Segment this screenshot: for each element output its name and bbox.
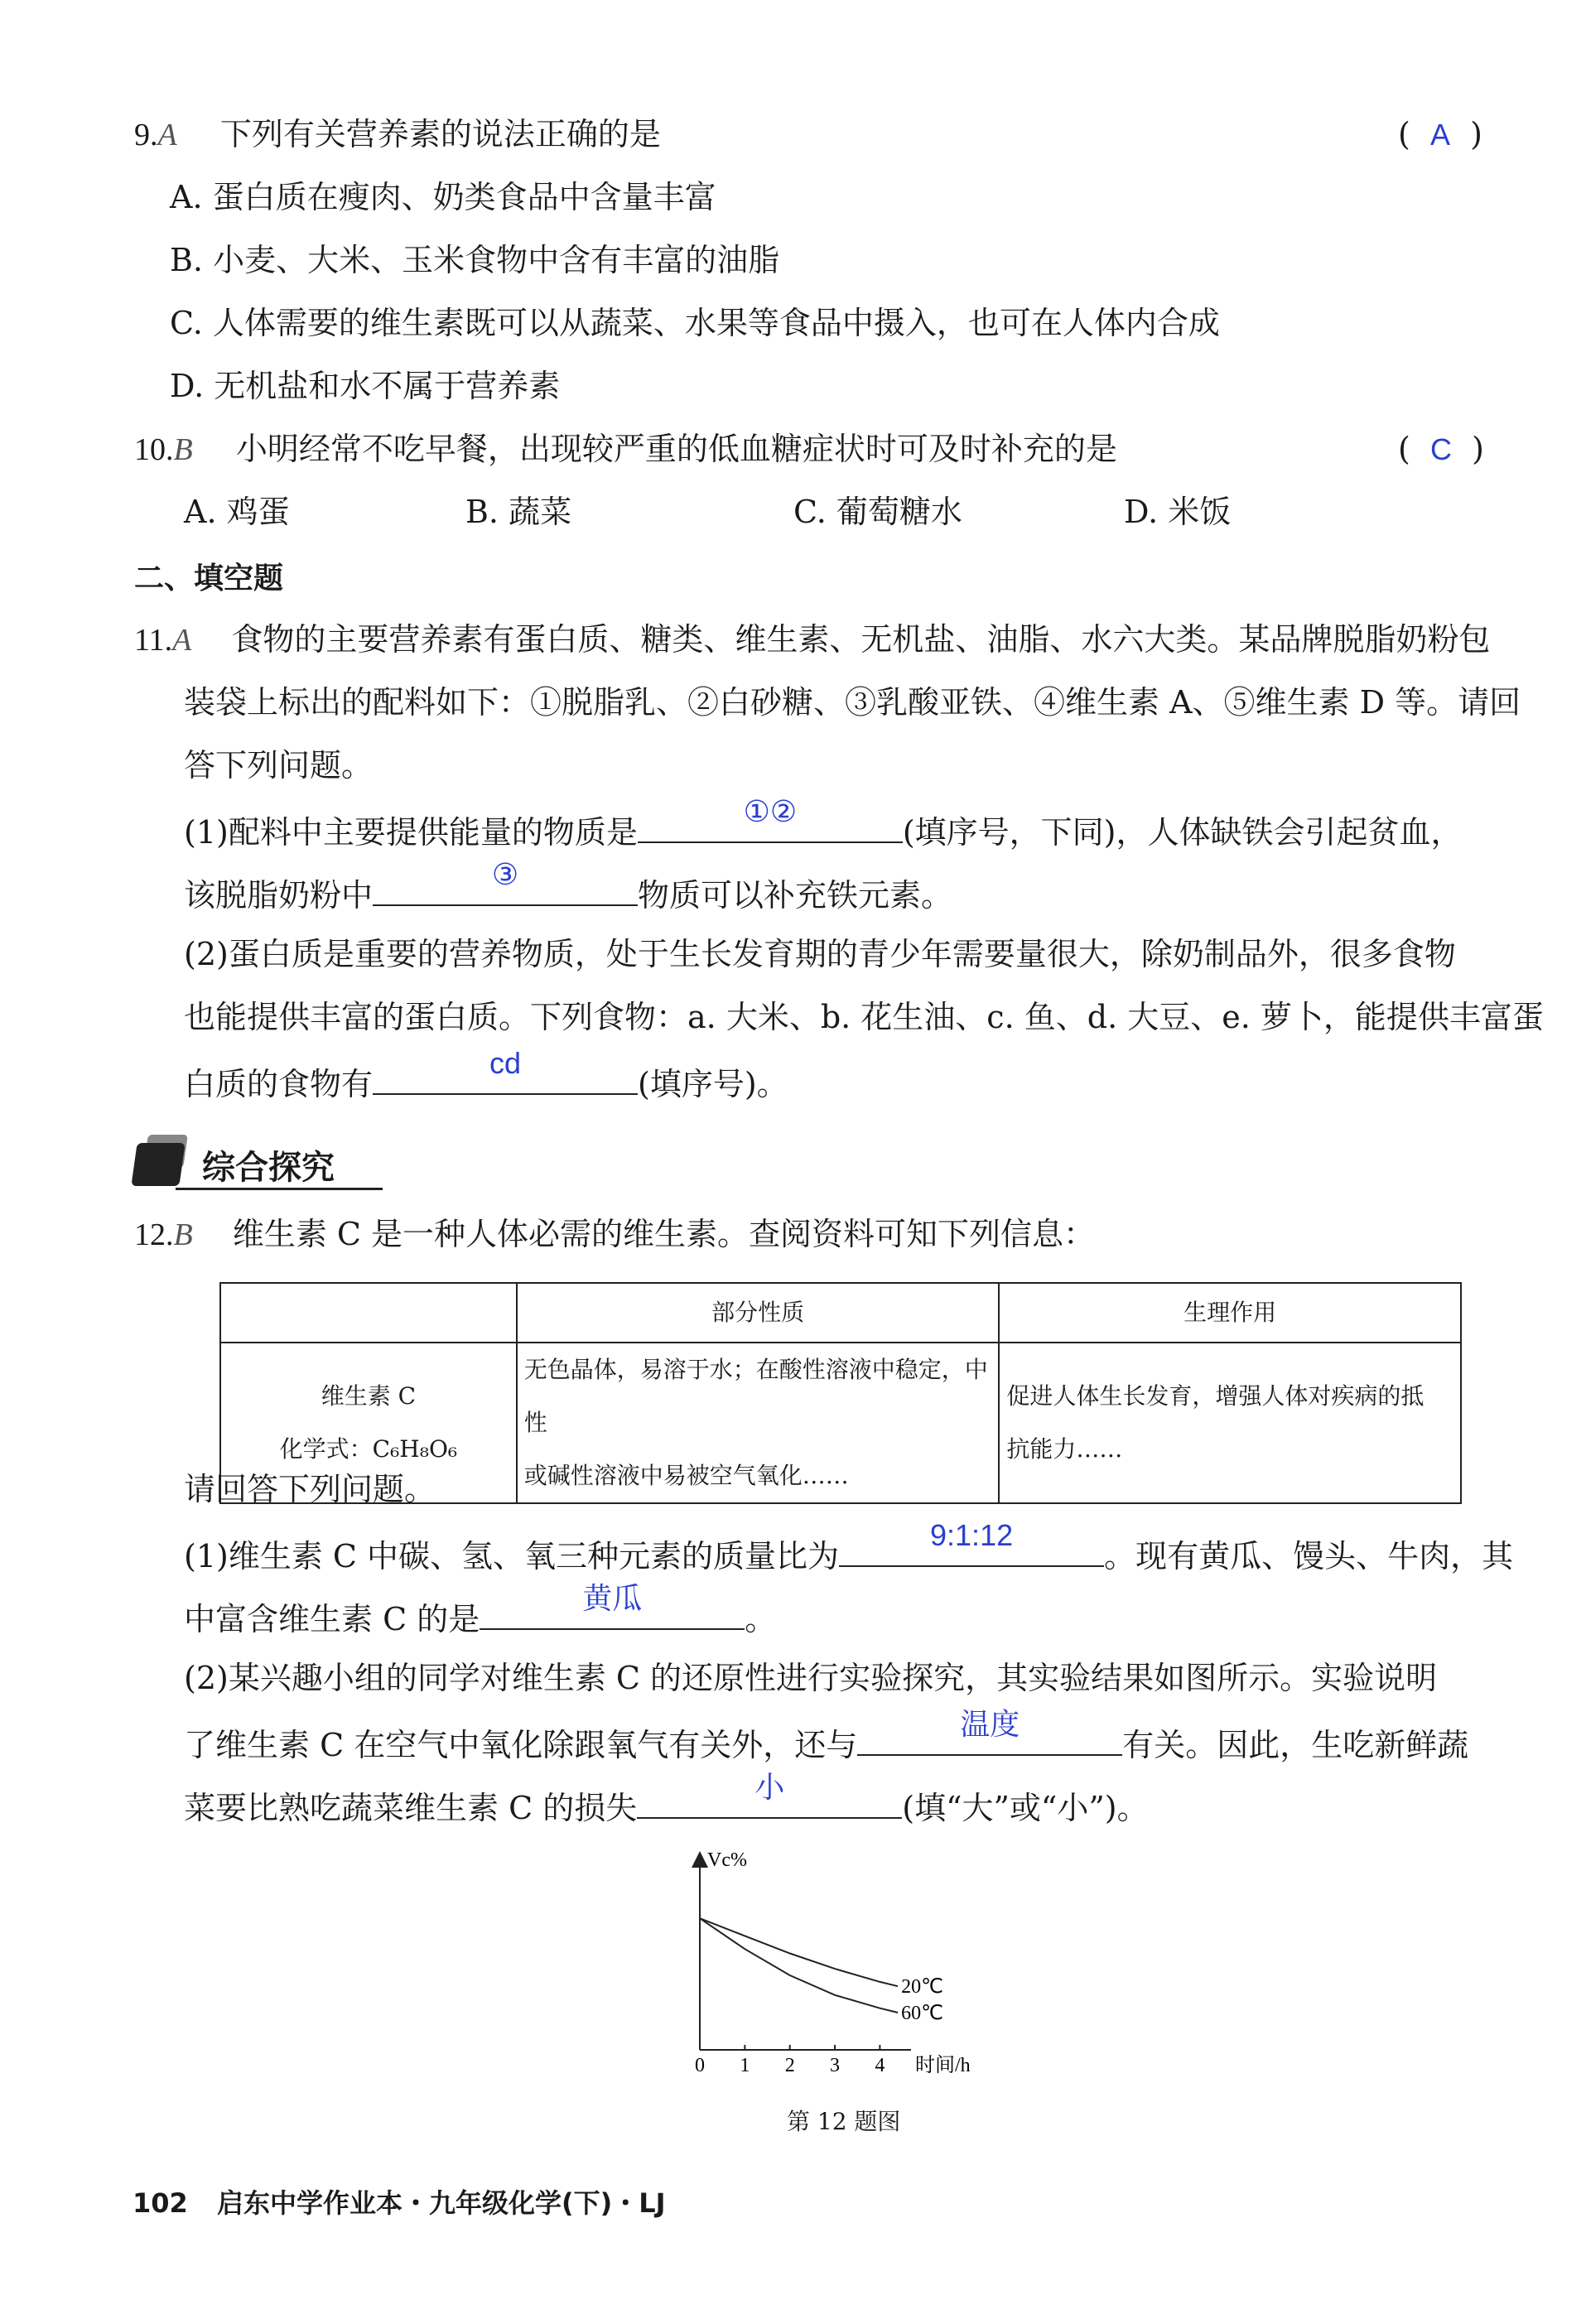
q12-answer-factor: 温度 [960, 1707, 1020, 1741]
q12-p1-text-a: (1)维生素 C 中碳、氢、氧三种元素的质量比为 [184, 1538, 840, 1574]
section-comprehensive: 综合探究 [202, 1149, 335, 1187]
q12-part2-line3 [184, 1770, 1149, 1828]
q10-number: 10. [134, 432, 174, 467]
q10-answer-box: ( C ) [1398, 431, 1484, 467]
q9-option-d: D. 无机盐和水不属于营养素 [170, 368, 561, 404]
q11-part1-line1 [184, 794, 1463, 852]
vc-chart [663, 1843, 1010, 2083]
q10-option-d: D. 米饭 [1124, 494, 1232, 530]
q11-answer-protein: cd [489, 1046, 522, 1080]
q10-stem-text: 小明经常不吃早餐，出现较严重的低血糖症状时可及时补充的是 [235, 431, 1117, 467]
q9-number: 9. [134, 118, 158, 152]
q10-option-a: A. 鸡蛋 [184, 494, 290, 530]
table-cell-properties [517, 1343, 1000, 1503]
banner-block-front [131, 1143, 185, 1186]
q12-p2-text-d: 菜要比熟吃蔬菜维生素 C 的损失 [184, 1790, 638, 1826]
q12-p2-text-c: 有关。因此，生吃新鲜蔬 [1122, 1727, 1469, 1763]
series-lines [700, 1918, 943, 2024]
q9-option-a: A. 蛋白质在瘦肉、奶类食品中含量丰富 [170, 179, 716, 215]
q9-option-b: B. 小麦、大米、玉米食物中含有丰富的油脂 [170, 242, 780, 278]
q11-part2-line2: 也能提供丰富的蛋白质。下列食物：a. 大米、b. 花生油、c. 鱼、d. 大豆、e. 萝卜，能提供丰富蛋 [184, 999, 1544, 1035]
q10-level: B [173, 432, 193, 467]
q11-p2-text-c: 白质的食物有 [184, 1066, 374, 1102]
q11-p1-text-b: (填序号，下同)，人体缺铁会引起贫血， [902, 814, 1463, 851]
q9-option-c: C. 人体需要的维生素既可以从蔬菜、水果等食品中摄入，也可在人体内合成 [170, 305, 1220, 341]
q11-p1-text-d: 物质可以补充铁元素。 [638, 877, 953, 914]
vc-prop-line1: 无色晶体，易溶于水；在酸性溶液中稳定，中性 [523, 1356, 988, 1436]
q11-answer-energy: ①② [743, 794, 798, 828]
section-fill-in: 二、填空题 [134, 562, 284, 595]
q12-p1-text-d: 。 [745, 1601, 777, 1637]
x-axis-label: 时间/h [915, 2055, 971, 2076]
q11-number: 11. [134, 623, 173, 658]
q12-stem-text: 维生素 C 是一种人体必需的维生素。查阅资料可知下列信息： [232, 1216, 1096, 1252]
x-tick-label: 3 [830, 2055, 841, 2076]
vc-name: 维生素 C [321, 1382, 417, 1410]
vc-formula: 化学式：C₆H₈O₆ [279, 1435, 458, 1463]
q12-blank-mass-ratio[interactable] [839, 1518, 1104, 1567]
q9-answer-box: ( A ) [1398, 116, 1482, 152]
q11-part2-line3 [184, 1046, 788, 1104]
q11-line1-text: 食物的主要营养素有蛋白质、糖类、维生素、无机盐、油脂、水六大类。某品牌脱脂奶粉包 [231, 621, 1491, 658]
q12-part1-line2 [184, 1581, 777, 1639]
q11-blank-iron[interactable] [373, 857, 638, 906]
vc-prop-line2: 或碱性溶液中易被空气氧化…… [523, 1462, 849, 1489]
q11-blank-energy[interactable] [638, 794, 903, 843]
q10-option-b: B. 蔬菜 [465, 494, 572, 530]
q11-answer-iron: ③ [491, 857, 519, 891]
q12-p2-text-b: 了维生素 C 在空气中氧化除跟氧气有关外，还与 [184, 1727, 858, 1763]
q12-blank-food[interactable] [480, 1581, 745, 1630]
page-number: 102 [133, 2187, 188, 2219]
series-label-1: 60℃ [901, 2003, 944, 2024]
q11-part1-line2 [184, 857, 953, 915]
q11-blank-protein[interactable] [373, 1046, 638, 1095]
x-tick-label: 4 [875, 2055, 885, 2076]
q12-p1-text-b: 。现有黄瓜、馒头、牛肉，其 [1104, 1538, 1514, 1574]
q10-option-c: C. 葡萄糖水 [793, 494, 962, 530]
q12-blank-loss[interactable] [637, 1770, 902, 1819]
q12-intro: 请回答下列问题。 [184, 1471, 436, 1507]
q12-blank-factor[interactable] [857, 1707, 1122, 1756]
q11-p1-text-a: (1)配料中主要提供能量的物质是 [184, 814, 638, 851]
page-footer [133, 2182, 666, 2220]
y-axis-label: Vc% [707, 1849, 747, 1871]
q11-part2-line1: (2)蛋白质是重要的营养物质，处于生长发育期的青少年需要量很大，除奶制品外，很多食物 [184, 936, 1456, 972]
q9-stem [134, 114, 661, 155]
q12-part1-line1 [184, 1518, 1514, 1576]
q10-stem [134, 429, 1117, 470]
table-header-row [220, 1283, 1461, 1343]
table-header-properties: 部分性质 [517, 1283, 1000, 1343]
x-tick-label: 1 [740, 2055, 750, 2076]
q11-level: A [172, 623, 192, 658]
q10-answer: C [1429, 432, 1452, 466]
x-tick-label: 0 [695, 2055, 705, 2076]
series-line-0 [700, 1918, 898, 1986]
table-header-empty [220, 1283, 517, 1343]
banner-underline [176, 1188, 383, 1190]
q9-level: A [157, 118, 177, 152]
q12-p2-text-e: (填“大”或“小”)。 [902, 1790, 1149, 1826]
q12-stem [134, 1214, 1095, 1255]
q11-line1 [134, 620, 1490, 660]
q12-p1-text-c: 中富含维生素 C 的是 [184, 1601, 480, 1637]
q12-number: 12. [134, 1217, 174, 1252]
series-line-1 [700, 1918, 898, 2013]
q12-part2-line1: (2)某兴趣小组的同学对维生素 C 的还原性进行实验探究，其实验结果如图所示。实验说明 [184, 1660, 1438, 1696]
q12-answer-mass-ratio: 9:1:12 [930, 1518, 1014, 1552]
series-label-0: 20℃ [901, 1976, 944, 1999]
q12-answer-food: 黄瓜 [582, 1581, 643, 1615]
q11-line3: 答下列问题。 [184, 747, 374, 784]
vc-func-line1: 促进人体生长发育，增强人体对疾病的抵 [1006, 1382, 1425, 1410]
q11-line2: 装袋上标出的配料如下：①脱脂乳、②白砂糖、③乳酸亚铁、④维生素 A、⑤维生素 D 等。请回 [184, 684, 1521, 721]
section-banner [134, 1135, 383, 1193]
q9-answer: A [1429, 118, 1450, 152]
q12-part2-line2 [184, 1707, 1469, 1765]
chart-caption: 第 12 题图 [787, 2108, 901, 2135]
table-header-function: 生理作用 [999, 1283, 1461, 1343]
book-title: 启东中学作业本・九年级化学(下)・LJ [216, 2187, 666, 2219]
q12-answer-loss: 小 [754, 1770, 785, 1804]
table-cell-function [999, 1343, 1461, 1503]
vc-func-line2: 抗能力…… [1006, 1435, 1123, 1463]
q11-p1-text-c: 该脱脂奶粉中 [184, 877, 374, 914]
q11-p2-text-d: (填序号)。 [638, 1066, 788, 1102]
x-tick-label: 2 [784, 2055, 795, 2076]
q9-stem-text: 下列有关营养素的说法正确的是 [219, 116, 661, 152]
q12-level: B [173, 1217, 193, 1252]
